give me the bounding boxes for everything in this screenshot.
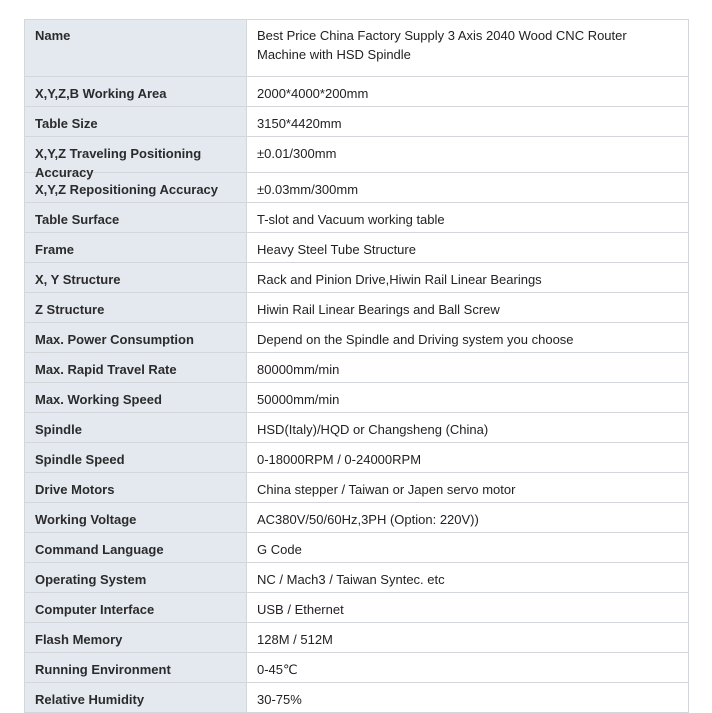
table-row [25,563,689,593]
spec-label: Max. Working Speed [25,383,247,413]
spec-value: 128M / 512M [247,623,689,653]
table-row [25,137,689,173]
table-row [25,623,689,653]
spec-value: 30-75% [247,683,689,713]
spec-label: Max. Rapid Travel Rate [25,353,247,383]
table-row [25,383,689,413]
table-row [25,503,689,533]
spec-label: Running Environment [25,653,247,683]
spec-value: T-slot and Vacuum working table [247,203,689,233]
table-row [25,473,689,503]
spec-label: X,Y,Z Repositioning Accuracy [25,173,247,203]
spec-value: 50000mm/min [247,383,689,413]
table-row [25,263,689,293]
spec-value: Rack and Pinion Drive,Hiwin Rail Linear Bearings [247,263,689,293]
spec-label: X, Y Structure [25,263,247,293]
spec-label: X,Y,Z Traveling Positioning Accuracy [25,137,247,173]
table-row [25,203,689,233]
table-row [25,353,689,383]
spec-label: Frame [25,233,247,263]
table-row [25,593,689,623]
spec-value: ±0.01/300mm [247,137,689,173]
spec-value: 0-45℃ [247,653,689,683]
table-row [25,20,689,77]
table-row [25,683,689,713]
spec-label: Z Structure [25,293,247,323]
spec-value: Heavy Steel Tube Structure [247,233,689,263]
spec-value: HSD(Italy)/HQD or Changsheng (China) [247,413,689,443]
spec-label: Spindle [25,413,247,443]
spec-value: 3150*4420mm [247,107,689,137]
spec-label: Table Size [25,107,247,137]
table-row [25,443,689,473]
spec-value: G Code [247,533,689,563]
spec-table [24,19,689,713]
spec-value: NC / Mach3 / Taiwan Syntec. etc [247,563,689,593]
table-row [25,173,689,203]
spec-table-container [24,19,689,713]
spec-label: Computer Interface [25,593,247,623]
spec-label: Spindle Speed [25,443,247,473]
spec-value: Hiwin Rail Linear Bearings and Ball Screw [247,293,689,323]
table-row [25,293,689,323]
spec-value: 0-18000RPM / 0-24000RPM [247,443,689,473]
table-row [25,323,689,353]
spec-value: Depend on the Spindle and Driving system you choose [247,323,689,353]
spec-value: Best Price China Factory Supply 3 Axis 2040 Wood CNC Router Machine with HSD Spindle [247,20,689,77]
spec-label: X,Y,Z,B Working Area [25,77,247,107]
spec-value: 80000mm/min [247,353,689,383]
table-row [25,77,689,107]
spec-value: USB / Ethernet [247,593,689,623]
spec-label: Working Voltage [25,503,247,533]
table-row [25,233,689,263]
spec-label: Name [25,20,247,77]
spec-label: Operating System [25,563,247,593]
spec-label: Max. Power Consumption [25,323,247,353]
spec-value: China stepper / Taiwan or Japen servo motor [247,473,689,503]
spec-label: Relative Humidity [25,683,247,713]
spec-label: Command Language [25,533,247,563]
table-row [25,413,689,443]
table-row [25,533,689,563]
spec-value: AC380V/50/60Hz,3PH (Option: 220V)) [247,503,689,533]
spec-value: ±0.03mm/300mm [247,173,689,203]
table-row [25,653,689,683]
spec-value: 2000*4000*200mm [247,77,689,107]
table-row [25,107,689,137]
spec-label: Table Surface [25,203,247,233]
spec-label: Drive Motors [25,473,247,503]
spec-label: Flash Memory [25,623,247,653]
